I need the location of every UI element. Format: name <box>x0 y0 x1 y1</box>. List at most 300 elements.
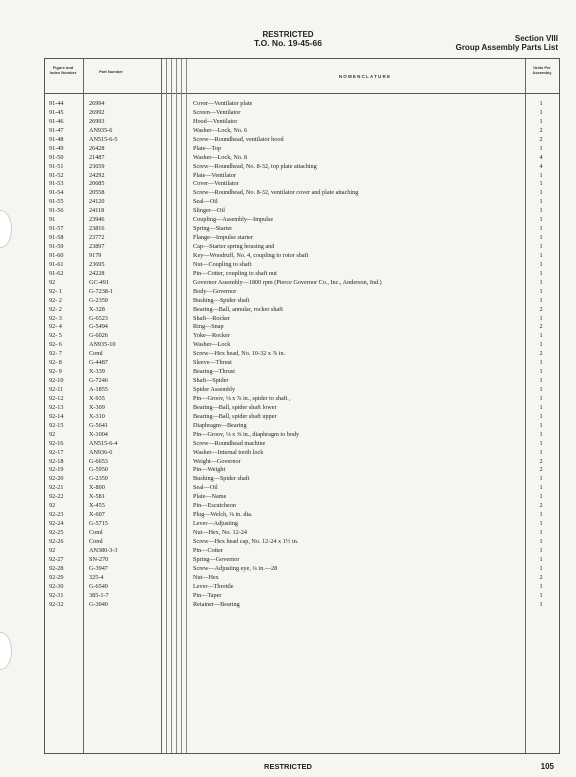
table-row <box>45 404 559 413</box>
figure-index-cell: 92-11 <box>49 386 64 393</box>
figure-index-cell: 92-28 <box>49 564 64 572</box>
nomenclature-cell: Screw—Roundhead, No. 8-32, ventilator cover and plate attaching <box>193 189 359 197</box>
binder-hole-top <box>0 210 12 248</box>
nomenclature-cell: Screw—Hex head cap, No. 12-24 x 1½ in. <box>193 537 299 545</box>
units-cell: 1 <box>539 296 543 304</box>
units-cell: 2 <box>539 135 543 143</box>
section-header <box>456 34 558 52</box>
part-number-cell: 325-4 <box>89 573 104 581</box>
table-row <box>45 538 559 547</box>
figure-index-cell: 92- 4 <box>49 323 62 331</box>
to-number: T.O. No. 19-45-66 <box>253 38 323 48</box>
part-number-cell: 24118 <box>89 207 105 215</box>
figure-index-cell: 91-60 <box>49 251 64 259</box>
table-row <box>45 180 559 189</box>
part-number-cell: A-1855 <box>89 386 108 393</box>
nomenclature-cell: Plug—Welch, ⅛ in. dia. <box>193 511 253 519</box>
table-row <box>45 341 559 350</box>
nomenclature-cell: Diaphragm—Bearing <box>193 421 247 429</box>
units-cell: 1 <box>539 564 543 572</box>
part-number-cell: SN-270 <box>89 555 109 563</box>
part-number-cell: 26992 <box>89 108 105 116</box>
units-cell: 1 <box>539 189 543 197</box>
table-row <box>45 350 559 359</box>
nomenclature-cell: Shaft—Rocker <box>193 314 231 322</box>
units-cell: 1 <box>539 520 543 528</box>
part-number-cell: 20685 <box>89 180 105 188</box>
figure-index-cell: 92 <box>49 546 56 554</box>
figure-index-cell: 91-47 <box>49 126 64 134</box>
nomenclature-cell: Bushing—Spider shaft <box>193 296 250 304</box>
part-number-cell: 23772 <box>89 234 105 242</box>
col-head-units: Units Per Assembly <box>532 65 552 75</box>
figure-index-cell: 92-32 <box>49 600 64 608</box>
figure-index-cell: 92-23 <box>49 511 64 519</box>
table-row <box>45 279 559 288</box>
table-row <box>45 449 559 458</box>
nomenclature-cell: Nut—Hex, No. 12-24 <box>193 529 247 536</box>
nomenclature-cell: Screw—Roundhead, ventilator hood <box>193 135 284 143</box>
part-number-cell: Coml <box>89 529 103 536</box>
part-number-cell: G-2359 <box>89 475 108 483</box>
table-row <box>45 556 559 565</box>
nomenclature-cell: Slinger—Oil <box>193 207 225 215</box>
nomenclature-cell: Spider Assembly <box>193 386 236 393</box>
part-number-cell: X-1004 <box>89 430 108 438</box>
table-row <box>45 243 559 252</box>
units-cell: 1 <box>539 144 543 152</box>
table-row <box>45 145 559 154</box>
part-number-cell: G-7246 <box>89 377 108 385</box>
figure-index-cell: 92-24 <box>49 520 64 528</box>
table-row <box>45 189 559 198</box>
part-number-cell: 385-1-7 <box>89 591 109 599</box>
units-cell: 1 <box>539 475 543 483</box>
units-cell: 1 <box>539 600 543 608</box>
part-number-cell: X-455 <box>89 502 105 510</box>
table-row <box>45 431 559 440</box>
figure-index-cell: 91 <box>49 216 56 224</box>
nomenclature-cell: Ring—Snap <box>193 323 224 331</box>
part-number-cell: AN936-6 <box>89 448 113 456</box>
figure-index-cell: 92-30 <box>49 582 64 590</box>
page-number: 105 <box>540 762 554 771</box>
part-number-cell: X-607 <box>89 511 105 519</box>
table-row <box>45 547 559 556</box>
table-row <box>45 529 559 538</box>
part-number-cell: G-5494 <box>89 323 108 331</box>
table-row <box>45 252 559 261</box>
part-number-cell: 23897 <box>89 243 105 250</box>
figure-index-cell: 92-29 <box>49 573 64 581</box>
figure-index-cell: 91-46 <box>49 117 64 125</box>
units-cell: 1 <box>539 260 543 268</box>
binder-hole-bottom <box>0 632 12 670</box>
col-head-figure: Figure and Index Number <box>49 65 77 75</box>
nomenclature-cell: Weight—Governor <box>193 457 241 465</box>
part-number-cell: X-800 <box>89 484 105 492</box>
nomenclature-cell: Bearing—Ball, spider shaft lower <box>193 403 277 411</box>
figure-index-cell: 92-19 <box>49 466 64 474</box>
table-row <box>45 261 559 270</box>
part-number-cell: 23816 <box>89 225 105 233</box>
units-cell: 2 <box>539 502 543 510</box>
nomenclature-cell: Pin—Escutcheon <box>193 502 236 510</box>
figure-index-cell: 92-15 <box>49 421 64 429</box>
part-number-cell: G-5641 <box>89 421 108 429</box>
figure-index-cell: 92- 1 <box>49 287 62 295</box>
part-number-cell: 24292 <box>89 171 105 179</box>
table-body <box>45 100 559 609</box>
nomenclature-cell: Body—Governor <box>193 287 237 295</box>
units-cell: 2 <box>539 457 543 465</box>
table-row <box>45 565 559 574</box>
col-head-nomenclature: NOMENCLATURE <box>338 74 392 79</box>
nomenclature-cell: Washer—Internal tooth lock <box>193 448 264 456</box>
units-cell: 1 <box>539 269 543 277</box>
units-cell: 1 <box>539 421 543 429</box>
nomenclature-cell: Bushing—Spider shaft <box>193 475 250 483</box>
table-row <box>45 323 559 332</box>
table-row <box>45 127 559 136</box>
units-cell: 2 <box>539 350 543 358</box>
figure-index-cell: 92-10 <box>49 377 64 385</box>
nomenclature-cell: Cover—Ventilator plate <box>193 100 253 107</box>
units-cell: 1 <box>539 412 543 420</box>
part-number-cell: G-6523 <box>89 314 108 322</box>
units-cell: 1 <box>539 100 543 107</box>
table-row <box>45 198 559 207</box>
part-number-cell: G-6549 <box>89 582 108 590</box>
nomenclature-cell: Plate—Name <box>193 493 227 501</box>
part-number-cell: Coml <box>89 350 103 358</box>
part-number-cell: X-935 <box>89 394 105 402</box>
col-head-part: Part Number <box>98 69 123 74</box>
section-title: Group Assembly Parts List <box>455 43 558 52</box>
part-number-cell: X-339 <box>89 368 105 376</box>
figure-index-cell: 91-62 <box>49 269 64 277</box>
table-row <box>45 422 559 431</box>
table-row <box>45 395 559 404</box>
units-cell: 1 <box>539 582 543 590</box>
nomenclature-cell: Key—Woodruff, No. 4, coupling to rotor shaft <box>193 251 309 259</box>
figure-index-cell: 92-31 <box>49 591 64 599</box>
part-number-cell: AN515-6-4 <box>89 439 118 447</box>
nomenclature-cell: Retainer—Bearing <box>193 600 240 608</box>
nomenclature-cell: Seal—Oil <box>193 198 218 206</box>
part-number-cell: 23659 <box>89 162 105 170</box>
table-row <box>45 601 559 610</box>
footer-restricted: RESTRICTED <box>264 762 312 771</box>
part-number-cell: 23946 <box>89 216 105 224</box>
part-number-cell: 21487 <box>89 153 105 161</box>
nomenclature-cell: Yoke—Rocker <box>193 332 230 340</box>
figure-index-cell: 92-18 <box>49 457 64 465</box>
part-number-cell: G-2359 <box>89 296 108 304</box>
part-number-cell: X-309 <box>89 403 105 411</box>
units-cell: 2 <box>539 305 543 313</box>
table-row <box>45 288 559 297</box>
figure-index-cell: 91-56 <box>49 207 64 215</box>
table-row <box>45 377 559 386</box>
table-row <box>45 154 559 163</box>
units-cell: 1 <box>539 216 543 224</box>
figure-index-cell: 92-22 <box>49 493 64 501</box>
figure-index-cell: 92- 9 <box>49 368 62 376</box>
units-cell: 1 <box>539 484 543 492</box>
nomenclature-cell: Pin—Weight <box>193 466 226 474</box>
figure-index-cell: 91-48 <box>49 135 64 143</box>
figure-index-cell: 92 <box>49 278 56 286</box>
table-row <box>45 440 559 449</box>
table-row <box>45 520 559 529</box>
part-number-cell: G-3947 <box>89 564 108 572</box>
part-number-cell: 24120 <box>89 198 105 206</box>
nomenclature-cell: Bearing—Thrust <box>193 368 235 376</box>
figure-index-cell: 91-51 <box>49 162 64 170</box>
units-cell: 1 <box>539 439 543 447</box>
units-cell: 1 <box>539 198 543 206</box>
units-cell: 1 <box>539 225 543 233</box>
units-cell: 1 <box>539 511 543 519</box>
table-row <box>45 592 559 601</box>
part-number-cell: G-6026 <box>89 332 108 340</box>
table-row <box>45 511 559 520</box>
figure-index-cell: 92- 8 <box>49 359 62 367</box>
table-row <box>45 207 559 216</box>
nomenclature-cell: Screw—Roundhead, No. 8-32, top plate attaching <box>193 162 317 170</box>
nomenclature-cell: Screw—Hex head, No. 10-32 x ⅞ in. <box>193 350 286 358</box>
figure-index-cell: 92- 5 <box>49 332 62 340</box>
nomenclature-cell: Screw—Adjusting eye, ¼ in.—28 <box>193 564 278 572</box>
figure-index-cell: 91-50 <box>49 153 64 161</box>
nomenclature-cell: Pin—Groov, ⅛ x ⅞ in., spider to shaft , <box>193 394 291 402</box>
table-row <box>45 100 559 109</box>
units-cell: 1 <box>539 251 543 259</box>
units-cell: 1 <box>539 386 543 393</box>
part-number-cell: AN515-6-5 <box>89 135 118 143</box>
figure-index-cell: 92-21 <box>49 484 64 492</box>
nomenclature-cell: Lever—Adjusting <box>193 520 239 528</box>
units-cell: 1 <box>539 180 543 188</box>
figure-index-cell: 92- 3 <box>49 314 62 322</box>
units-cell: 2 <box>539 126 543 134</box>
figure-index-cell: 91-61 <box>49 260 64 268</box>
part-number-cell: 20558 <box>89 189 105 197</box>
table-row <box>45 297 559 306</box>
nomenclature-cell: Washer—Lock, No. 8 <box>193 153 248 161</box>
table-row <box>45 136 559 145</box>
nomenclature-cell: Lever—Throttle <box>193 582 234 590</box>
part-number-cell: 26993 <box>89 117 105 125</box>
units-cell: 1 <box>539 403 543 411</box>
units-cell: 4 <box>539 153 543 161</box>
figure-index-cell: 92- 6 <box>49 341 62 349</box>
table-row <box>45 163 559 172</box>
units-cell: 1 <box>539 234 543 242</box>
units-cell: 1 <box>539 278 543 286</box>
nomenclature-cell: Plate—Ventilator <box>193 171 236 179</box>
figure-index-cell: 92 <box>49 502 56 510</box>
part-number-cell: X-328 <box>89 305 105 313</box>
table-header <box>45 59 559 94</box>
table-row <box>45 234 559 243</box>
units-cell: 2 <box>539 466 543 474</box>
part-number-cell: AN935-10 <box>89 341 116 349</box>
nomenclature-cell: Shaft—Spider <box>193 377 229 385</box>
nomenclature-cell: Nut—Coupling to shaft <box>193 260 252 268</box>
part-number-cell: X-310 <box>89 412 105 420</box>
nomenclature-cell: Cover—Ventilator <box>193 180 239 188</box>
table-row <box>45 216 559 225</box>
part-number-cell: Coml <box>89 537 103 545</box>
table-row <box>45 270 559 279</box>
nomenclature-cell: Pin—Taper <box>193 591 222 599</box>
figure-index-cell: 92-16 <box>49 439 64 447</box>
part-number-cell: AN935-6 <box>89 126 113 134</box>
units-cell: 1 <box>539 359 543 367</box>
figure-index-cell: 92 <box>49 430 56 438</box>
units-cell: 1 <box>539 448 543 456</box>
figure-index-cell: 91-59 <box>49 243 64 250</box>
units-cell: 1 <box>539 314 543 322</box>
table-row <box>45 475 559 484</box>
part-number-cell: G-5950 <box>89 466 108 474</box>
nomenclature-cell: Nut—Hex <box>193 573 219 581</box>
units-cell: 1 <box>539 171 543 179</box>
units-cell: 1 <box>539 493 543 501</box>
part-number-cell: 24228 <box>89 269 105 277</box>
table-row <box>45 583 559 592</box>
figure-index-cell: 91-54 <box>49 189 64 197</box>
table-row <box>45 413 559 422</box>
nomenclature-cell: Governor Assembly—1800 rpm (Pierce Governor Co., Inc., Anderson, Ind.) <box>193 278 382 286</box>
nomenclature-cell: Screw—Roundhead machine <box>193 439 266 447</box>
section-number: Section VIII <box>514 34 558 43</box>
figure-index-cell: 91-57 <box>49 225 64 233</box>
part-number-cell: 9179 <box>89 251 102 259</box>
figure-index-cell: 92-14 <box>49 412 64 420</box>
part-number-cell: 26428 <box>89 144 105 152</box>
table-row <box>45 502 559 511</box>
figure-index-cell: 91-44 <box>49 100 64 107</box>
units-cell: 1 <box>539 287 543 295</box>
table-row <box>45 225 559 234</box>
table-row <box>45 493 559 502</box>
figure-index-cell: 91-58 <box>49 234 64 242</box>
table-row <box>45 359 559 368</box>
units-cell: 1 <box>539 377 543 385</box>
nomenclature-cell: Screen—Ventilator <box>193 108 241 116</box>
table-row <box>45 484 559 493</box>
figure-index-cell: 92-12 <box>49 394 64 402</box>
figure-index-cell: 92-25 <box>49 529 64 536</box>
part-number-cell: G-7238-1 <box>89 287 114 295</box>
nomenclature-cell: Cap—Starter spring housing and <box>193 243 275 250</box>
table-row <box>45 458 559 467</box>
nomenclature-cell: Sleeve—Thrust <box>193 359 232 367</box>
table-row <box>45 172 559 181</box>
figure-index-cell: 92- 2 <box>49 305 62 313</box>
units-cell: 1 <box>539 108 543 116</box>
units-cell: 1 <box>539 529 543 536</box>
part-number-cell: X-581 <box>89 493 105 501</box>
units-cell: 1 <box>539 117 543 125</box>
nomenclature-cell: Washer—Lock, No. 6 <box>193 126 248 134</box>
units-cell: 4 <box>539 162 543 170</box>
table-row <box>45 332 559 341</box>
figure-index-cell: 92-27 <box>49 555 64 563</box>
units-cell: 1 <box>539 591 543 599</box>
figure-index-cell: 92- 2 <box>49 296 62 304</box>
table-row <box>45 368 559 377</box>
units-cell: 1 <box>539 332 543 340</box>
part-number-cell: G-4487 <box>89 359 108 367</box>
nomenclature-cell: Pin—Groov, ⅛ x ⅜ in., diaphragm to body <box>193 430 300 438</box>
part-number-cell: GC-491 <box>89 278 109 286</box>
table-row <box>45 109 559 118</box>
table-row <box>45 306 559 315</box>
units-cell: 1 <box>539 368 543 376</box>
nomenclature-cell: Pin—Cotter <box>193 546 223 554</box>
nomenclature-cell: Pin—Cotter, coupling to shaft nut <box>193 269 277 277</box>
units-cell: 1 <box>539 207 543 215</box>
figure-index-cell: 91-49 <box>49 144 64 152</box>
nomenclature-cell: Coupling—Assembly—Impulse <box>193 216 274 224</box>
table-row <box>45 315 559 324</box>
table-row <box>45 466 559 475</box>
nomenclature-cell: Bearing—Ball, spider shaft upper <box>193 412 277 420</box>
restricted-label: RESTRICTED <box>262 30 314 39</box>
nomenclature-cell: Flange—Impulse starter <box>193 234 253 242</box>
nomenclature-cell: Plate—Top <box>193 144 222 152</box>
figure-index-cell: 92-13 <box>49 403 64 411</box>
units-cell: 2 <box>539 573 543 581</box>
figure-index-cell: 91-53 <box>49 180 64 188</box>
table-row <box>45 574 559 583</box>
figure-index-cell: 92-20 <box>49 475 64 483</box>
parts-table <box>44 58 560 754</box>
part-number-cell: 26994 <box>89 100 105 107</box>
units-cell: 1 <box>539 537 543 545</box>
figure-index-cell: 92-26 <box>49 537 64 545</box>
part-number-cell: G-3040 <box>89 600 108 608</box>
units-cell: 1 <box>539 341 543 349</box>
units-cell: 1 <box>539 394 543 402</box>
figure-index-cell: 92- 7 <box>49 350 62 358</box>
units-cell: 1 <box>539 546 543 554</box>
nomenclature-cell: Spring—Starter <box>193 225 233 233</box>
units-cell: 1 <box>539 243 543 250</box>
part-number-cell: 23695 <box>89 260 105 268</box>
nomenclature-cell: Seal—Oil <box>193 484 218 492</box>
figure-index-cell: 91-55 <box>49 198 64 206</box>
units-cell: 1 <box>539 555 543 563</box>
figure-index-cell: 91-52 <box>49 171 64 179</box>
part-number-cell: G-6653 <box>89 457 108 465</box>
nomenclature-cell: Washer—Lock <box>193 341 231 349</box>
units-cell: 1 <box>539 430 543 438</box>
nomenclature-cell: Hood—Ventilator <box>193 117 238 125</box>
figure-index-cell: 92-17 <box>49 448 64 456</box>
part-number-cell: AN380-3-3 <box>89 546 118 554</box>
figure-index-cell: 91-45 <box>49 108 64 116</box>
nomenclature-cell: Bearing—Ball, annular, rocker shaft <box>193 305 283 313</box>
nomenclature-cell: Spring—Governor <box>193 555 240 563</box>
table-row <box>45 118 559 127</box>
table-row <box>45 386 559 395</box>
units-cell: 2 <box>539 323 543 331</box>
